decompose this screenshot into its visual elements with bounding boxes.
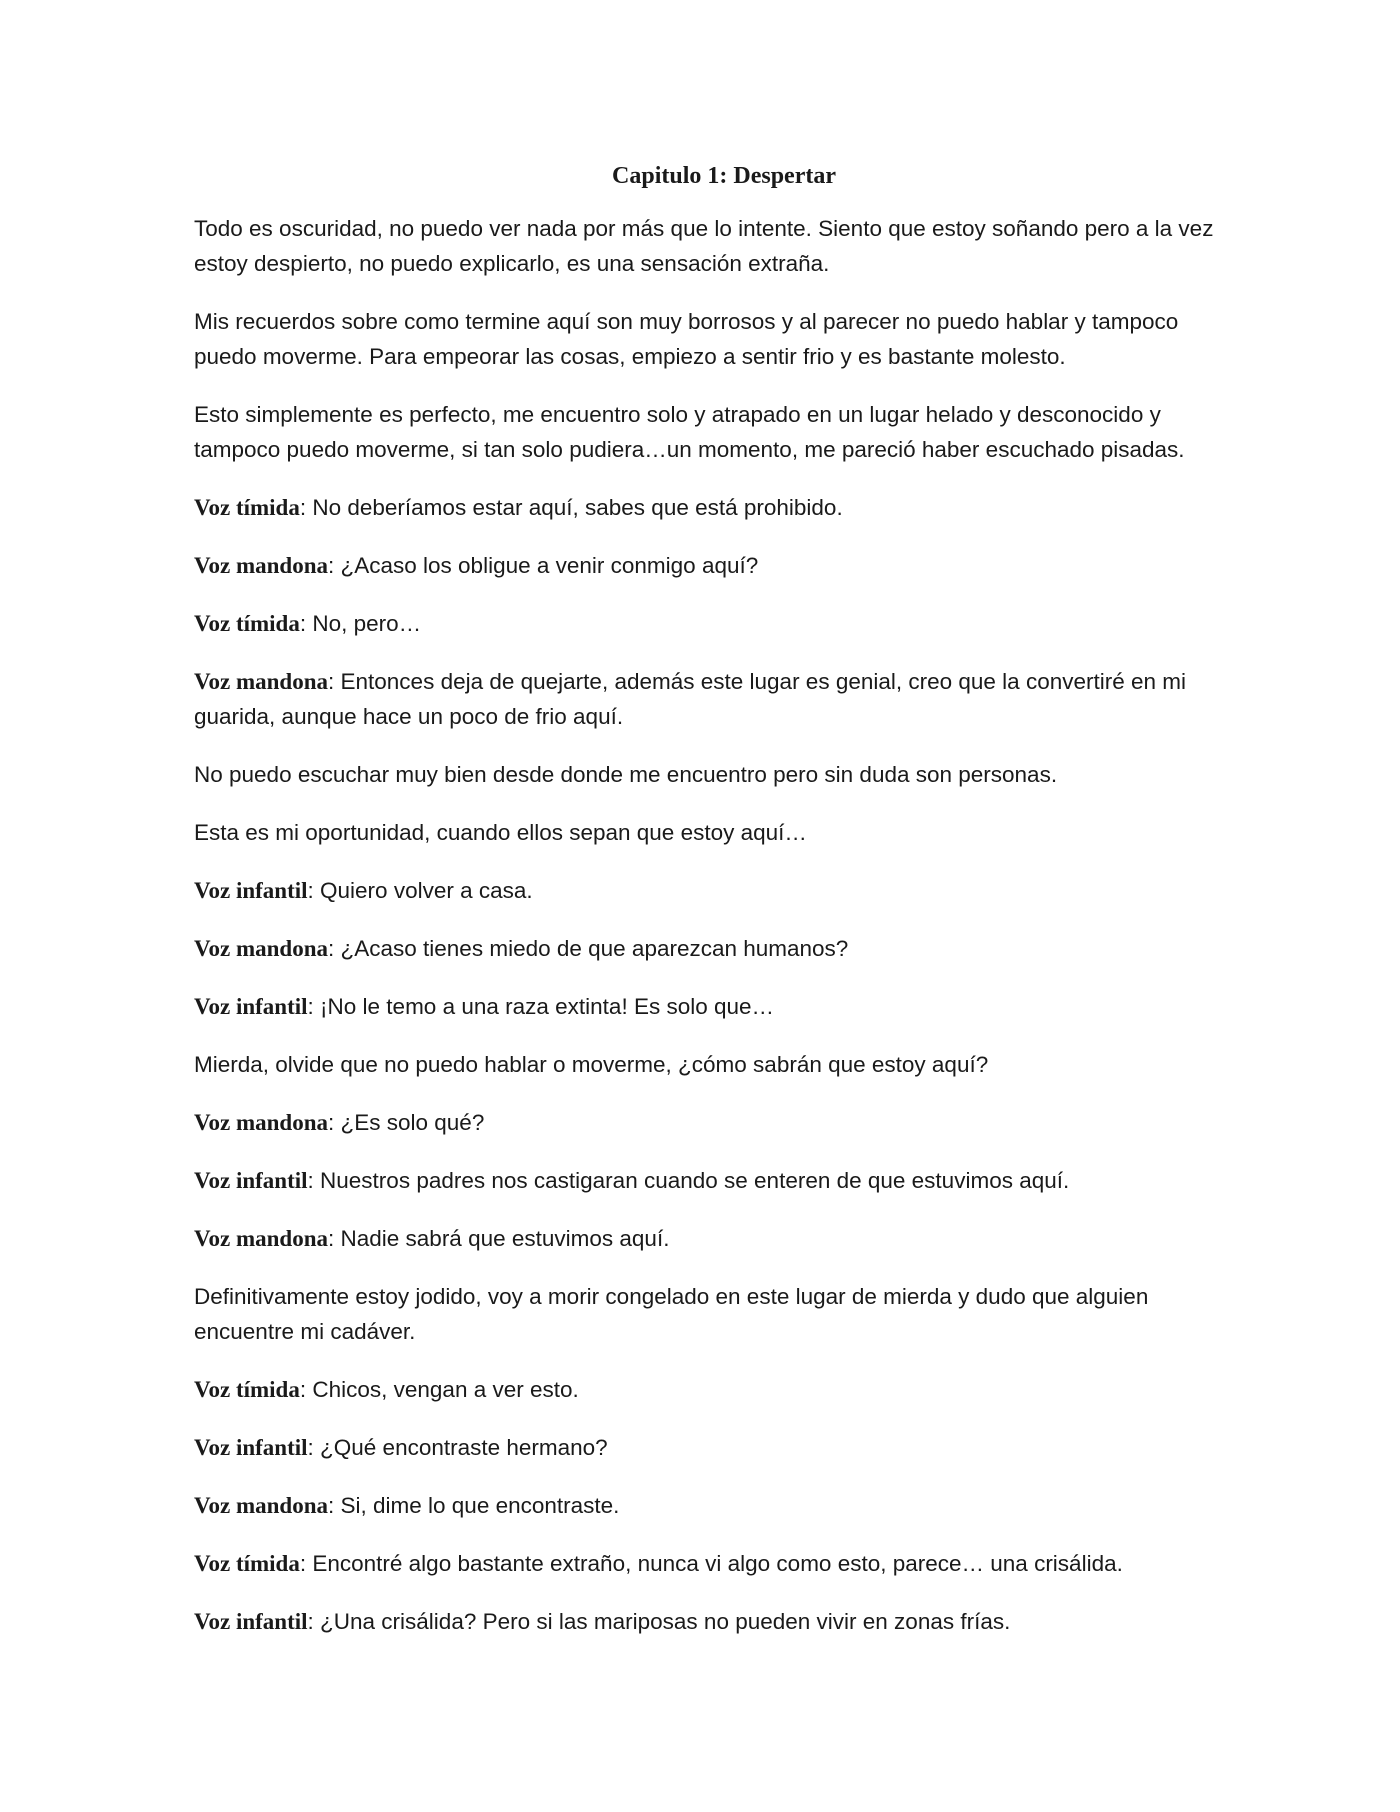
paragraph-text: Mierda, olvide que no puedo hablar o moverme, ¿cómo sabrán que estoy aquí? — [194, 1052, 989, 1077]
dialogue-line — [194, 1488, 1224, 1523]
dialogue-text: : ¿Una crisálida? Pero si las mariposas no pueden vivir en zonas frías. — [307, 1609, 1011, 1634]
paragraph — [194, 1279, 1224, 1349]
paragraph-text: Esto simplemente es perfecto, me encuentro solo y atrapado en un lugar helado y desconocido y tampoco puedo moverme, si tan solo pudiera…un momento, me pareció haber escuchado pisadas. — [194, 402, 1185, 462]
speaker-name: Voz mandona — [194, 1493, 328, 1518]
paragraph-text: Esta es mi oportunidad, cuando ellos sepan que estoy aquí… — [194, 820, 807, 845]
dialogue-text: : Chicos, vengan a ver esto. — [299, 1377, 579, 1402]
paragraph-text: Mis recuerdos sobre como termine aquí son muy borrosos y al parecer no puedo hablar y tampoco puedo moverme. Para empeorar las cosas, empiezo a sentir frio y es bastante molesto. — [194, 309, 1179, 369]
speaker-name: Voz mandona — [194, 936, 328, 961]
dialogue-text: : Entonces deja de quejarte, además este lugar es genial, creo que la convertiré en mi guarida, aunque hace un poco de frio aquí. — [194, 669, 1187, 729]
speaker-name: Voz mandona — [194, 669, 328, 694]
speaker-name: Voz infantil — [194, 1609, 308, 1634]
paragraph — [194, 757, 1224, 792]
dialogue-line — [194, 1105, 1224, 1140]
dialogue-text: : ¿Qué encontraste hermano? — [307, 1435, 608, 1460]
dialogue-line — [194, 1221, 1224, 1256]
dialogue-text: : Nuestros padres nos castigaran cuando se enteren de que estuvimos aquí. — [307, 1168, 1070, 1193]
dialogue-line — [194, 989, 1224, 1024]
dialogue-line — [194, 1546, 1224, 1581]
paragraph — [194, 211, 1224, 281]
dialogue-line — [194, 490, 1224, 525]
dialogue-line — [194, 1604, 1224, 1639]
paragraph — [194, 304, 1224, 374]
dialogue-text: : ¿Acaso tienes miedo de que aparezcan humanos? — [328, 936, 849, 961]
paragraph-text: Definitivamente estoy jodido, voy a morir congelado en este lugar de mierda y dudo que alguien encuentre mi cadáver. — [194, 1284, 1149, 1344]
dialogue-line — [194, 873, 1224, 908]
paragraph-text: No puedo escuchar muy bien desde donde me encuentro pero sin duda son personas. — [194, 762, 1058, 787]
paragraph-text: Todo es oscuridad, no puedo ver nada por más que lo intente. Siento que estoy soñando pero a la vez estoy despierto, no puedo explicarlo, es una sensación extraña. — [194, 216, 1214, 276]
speaker-name: Voz mandona — [194, 553, 328, 578]
dialogue-text: : ¿Acaso los obligue a venir conmigo aquí? — [328, 553, 759, 578]
speaker-name: Voz infantil — [194, 878, 308, 903]
dialogue-line — [194, 606, 1224, 641]
dialogue-text: : No deberíamos estar aquí, sabes que está prohibido. — [299, 495, 843, 520]
speaker-name: Voz tímida — [194, 611, 300, 636]
dialogue-text: : Nadie sabrá que estuvimos aquí. — [328, 1226, 670, 1251]
dialogue-text: : ¡No le temo a una raza extinta! Es solo que… — [307, 994, 775, 1019]
speaker-name: Voz infantil — [194, 1435, 308, 1460]
document-page — [194, 158, 1224, 1662]
dialogue-text: : Encontré algo bastante extraño, nunca vi algo como esto, parece… una crisálida. — [299, 1551, 1123, 1576]
speaker-name: Voz mandona — [194, 1110, 328, 1135]
paragraph — [194, 397, 1224, 467]
dialogue-line — [194, 548, 1224, 583]
dialogue-line — [194, 1372, 1224, 1407]
dialogue-text: : No, pero… — [299, 611, 422, 636]
dialogue-line — [194, 931, 1224, 966]
dialogue-line — [194, 1430, 1224, 1465]
dialogue-text: : Si, dime lo que encontraste. — [328, 1493, 620, 1518]
paragraph — [194, 1047, 1224, 1082]
speaker-name: Voz tímida — [194, 1377, 300, 1402]
dialogue-line — [194, 664, 1224, 734]
paragraph — [194, 815, 1224, 850]
speaker-name: Voz mandona — [194, 1226, 328, 1251]
speaker-name: Voz infantil — [194, 1168, 308, 1193]
dialogue-text: : Quiero volver a casa. — [307, 878, 533, 903]
dialogue-line — [194, 1163, 1224, 1198]
speaker-name: Voz infantil — [194, 994, 308, 1019]
speaker-name: Voz tímida — [194, 1551, 300, 1576]
chapter-title: Capitulo 1: Despertar — [612, 163, 836, 189]
speaker-name: Voz tímida — [194, 495, 300, 520]
dialogue-text: : ¿Es solo qué? — [328, 1110, 485, 1135]
